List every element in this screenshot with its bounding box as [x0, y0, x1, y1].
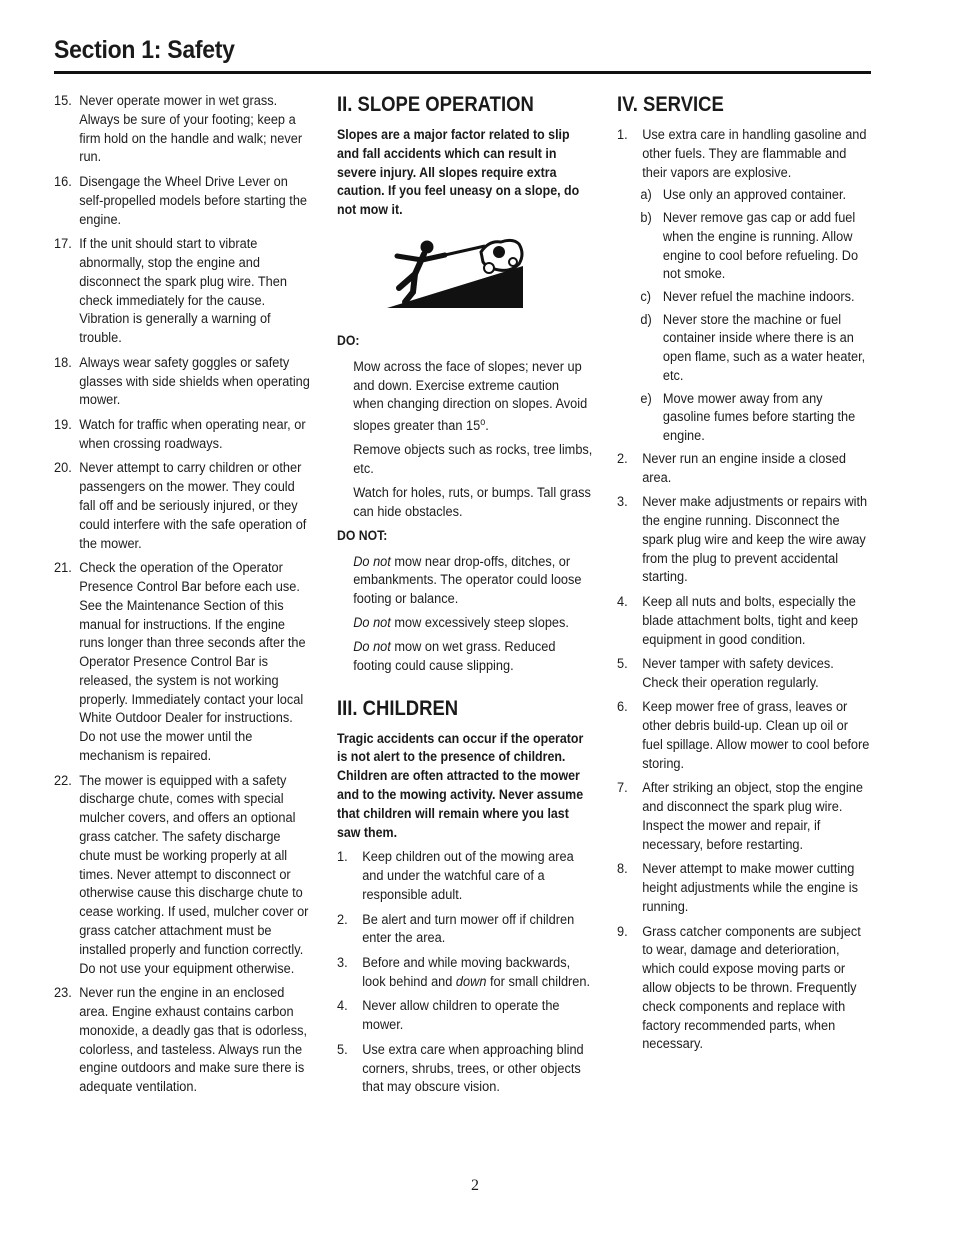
lawn-mower-icon — [445, 240, 522, 273]
list-item — [337, 848, 593, 904]
slope-operation-heading: II. SLOPE OPERATION — [337, 93, 534, 116]
item-number: 8. — [617, 861, 628, 878]
item-text: Never make adjustments or repairs with the engine running. Disconnect the spark plug wire and keep the wire away from the plug to prevent accidental starting. — [642, 494, 868, 586]
do-not-prefix: Do not — [353, 639, 391, 656]
item-text: Watch for traffic when operating near, or when crossing roadways. — [79, 416, 306, 452]
list-item — [617, 923, 871, 1055]
list-item — [617, 779, 871, 854]
list-item — [337, 1041, 593, 1097]
list-item — [617, 698, 871, 773]
item-text: Keep children out of the mowing area and under the watchful care of a responsible adult. — [362, 849, 574, 904]
item-number: 6. — [617, 699, 628, 716]
do-not-prefix: Do not — [353, 615, 391, 632]
item-text: Never remove gas cap or add fuel when the engine is running. Allow engine to cool before refueling. Do not smoke. — [662, 209, 859, 283]
item-text — [362, 954, 593, 992]
item-text: Move mower away from any gasoline fumes before starting the engine. — [662, 390, 856, 445]
item-number: e) — [640, 390, 652, 407]
sub-list-item — [640, 288, 870, 307]
page-number: 2 — [471, 1177, 479, 1194]
do-not-item-1 — [353, 553, 593, 609]
safety-list-continued — [54, 92, 312, 1097]
do-label: DO: — [337, 332, 360, 348]
item-text: Never run an engine inside a closed area. — [642, 450, 846, 486]
item-text: If the unit should start to vibrate abnormally, stop the engine and disconnect the spark plug wire. Then check immediately for the cause. Vibration is generally a warning of trouble. — [79, 236, 287, 347]
item-text: Keep all nuts and bolts, especially the blade attachment bolts, tight and keep equipment in good condition. — [642, 593, 859, 648]
service-sub-list — [617, 186, 871, 446]
item-number: 3. — [337, 955, 348, 972]
item-text: Grass catcher components are subject to wear, damage and deterioration, which could expose moving parts or allow objects to be thrown. Frequently check components and replace with factory recommended parts, when necessary. — [642, 923, 861, 1053]
column-3 — [617, 92, 871, 1060]
item-number: 16. — [54, 173, 72, 190]
item-text: Never refuel the machine indoors. — [662, 288, 855, 305]
do-not-item-3 — [353, 638, 593, 676]
list-item — [337, 954, 593, 992]
column-1 — [54, 92, 312, 1103]
item-text: Disengage the Wheel Drive Lever on self-propelled models before starting the engine. — [79, 173, 308, 228]
item-text: Keep mower free of grass, leaves or other debris build-up. Clean up oil or fuel spillage. Allow mower to cool before storing. — [642, 699, 870, 772]
list-item — [54, 235, 312, 348]
children-list — [337, 848, 593, 1097]
sub-list-item — [640, 186, 870, 205]
column-2 — [337, 92, 593, 1103]
item-number: 17. — [54, 236, 72, 253]
item-text: Always wear safety goggles or safety glasses with side shields when operating mower. — [79, 354, 310, 409]
list-item — [617, 655, 871, 693]
do-not-item-3-text: mow on wet grass. Reduced footing could cause slipping. — [353, 639, 556, 674]
item-number: 5. — [617, 656, 628, 673]
item-number: b) — [640, 209, 652, 226]
item-number: 2. — [337, 911, 348, 928]
item-text-emphasis: down — [455, 973, 487, 990]
item-text: Check the operation of the Operator Presence Control Bar before each use. See the Maintenance Section of this manual for instructions. If the engine runs longer than three seconds after the Operator Presence Control Bar is released, the system is not working properly. Immediately contact your local White Outdoor Dealer for instructions. Do not use the mower until the mechanism is repaired. — [79, 560, 306, 765]
item-number: 1. — [337, 849, 348, 866]
item-number: d) — [640, 311, 652, 328]
do-item-3: Watch for holes, ruts, or bumps. Tall grass can hide obstacles. — [353, 484, 591, 520]
item-text: Never allow children to operate the mower. — [362, 998, 560, 1034]
item-number: 4. — [337, 998, 348, 1015]
children-heading: III. CHILDREN — [337, 696, 459, 720]
list-item — [617, 126, 871, 182]
item-text-part: for small children. — [486, 973, 591, 990]
list-item — [617, 450, 871, 488]
item-number: 15. — [54, 93, 72, 109]
item-number: 23. — [54, 985, 72, 1002]
item-text: Never store the machine or fuel container inside where there is an open flame, such as a water heater, etc. — [662, 311, 866, 384]
list-item — [617, 593, 871, 649]
do-item-1-end: . — [485, 418, 489, 435]
sub-list-item — [640, 311, 870, 386]
list-item — [54, 173, 312, 229]
do-item-2: Remove objects such as rocks, tree limbs, etc. — [353, 442, 593, 477]
do-item-1 — [353, 358, 593, 436]
list-item — [54, 559, 312, 766]
item-text: Be alert and turn mower off if children enter the area. — [362, 911, 575, 947]
service-heading: IV. SERVICE — [617, 93, 724, 116]
item-text: Never attempt to make mower cutting height adjustments while the engine is running. — [642, 861, 858, 916]
item-number: c) — [640, 288, 652, 305]
do-not-item-2 — [353, 614, 593, 633]
item-text: Never run the engine in an enclosed area. Engine exhaust contains carbon monoxide, a deadly gas that is odorless, colorless, and tasteless. Always run the engine outdoors and make sure there is adequate ventilation. — [79, 985, 308, 1096]
slope-warning-illustration — [385, 232, 525, 318]
item-text: After striking an object, stop the engine and disconnect the spark plug wire. Inspect the mower and repair, if necessary, before restarting. — [642, 780, 863, 853]
list-item — [337, 997, 593, 1035]
list-item — [617, 493, 871, 587]
item-text-part: Before and while moving backwards, look behind and — [362, 955, 571, 990]
item-number: 7. — [617, 780, 628, 797]
item-number: 1. — [617, 127, 628, 143]
degree-symbol: o — [480, 417, 486, 429]
item-text: Never attempt to carry children or other passengers on the mower. They could fall off and be seriously injured, or they could interfere with the safe operation of the mower. — [79, 460, 307, 552]
item-number: 19. — [54, 416, 72, 433]
item-number: 2. — [617, 450, 628, 467]
do-not-item-2-text: mow excessively steep slopes. — [390, 615, 569, 632]
item-text: The mower is equipped with a safety discharge chute, comes with special mulcher covers, and offers an optional grass catcher. The safety discharge chute must be working properly at all times. Never attempt to disconnect or otherwise cause this discharge chute to cease working. If used, mulcher cover or grass catcher attachment must be installed properly and function correctly. Do not use your equipment otherwise. — [79, 772, 309, 977]
item-text: Never operate mower in wet grass. Always be sure of your footing; keep a firm hold on the handle and walk; never run. — [79, 93, 303, 166]
list-item — [54, 772, 312, 979]
item-text: Use extra care in handling gasoline and other fuels. They are flammable and their vapors are explosive. — [642, 127, 867, 181]
item-number: 21. — [54, 560, 72, 577]
sub-list-item — [640, 390, 870, 446]
item-number: 3. — [617, 494, 628, 511]
title-rule — [54, 71, 871, 74]
list-item — [54, 459, 312, 553]
item-number: 18. — [54, 354, 72, 371]
item-number: 20. — [54, 460, 72, 477]
do-not-prefix: Do not — [353, 553, 391, 570]
do-not-item-1-text: mow near drop-offs, ditches, or embankments. The operator could loose footing or balance. — [353, 553, 582, 608]
item-text: Use extra care when approaching blind corners, shrubs, trees, or other objects that may obscure vision. — [362, 1041, 584, 1096]
item-number: 22. — [54, 772, 72, 789]
item-number: a) — [640, 187, 652, 204]
list-item — [54, 984, 312, 1097]
do-item-1-text: Mow across the face of slopes; never up and down. Exercise extreme caution when changing direction on slopes. Avoid slopes greater than 15 — [353, 358, 588, 435]
service-list — [617, 450, 871, 1054]
item-number: 4. — [617, 593, 628, 610]
item-text: Use only an approved container. — [662, 187, 847, 204]
item-number: 9. — [617, 923, 628, 940]
page-title: Section 1: Safety — [54, 36, 235, 64]
list-item — [54, 354, 312, 410]
item-text: Never tamper with safety devices. Check their operation regularly. — [642, 656, 834, 691]
do-not-label: DO NOT: — [337, 527, 388, 543]
list-item — [54, 92, 312, 167]
list-item — [617, 860, 871, 916]
slope-intro: Slopes are a major factor related to slip and fall accidents which can result in severe injury. All slopes require extra caution. If you feel uneasy on a slope, do not mow it. — [337, 127, 580, 218]
list-item — [337, 911, 593, 949]
children-intro: Tragic accidents can occur if the operator is not alert to the presence of children. Children are often attracted to the mower and to the mowing activity. Never assume that children will remain where you last saw them. — [337, 730, 584, 840]
list-item — [54, 416, 312, 454]
item-number: 5. — [337, 1041, 348, 1058]
sub-list-item — [640, 209, 870, 284]
